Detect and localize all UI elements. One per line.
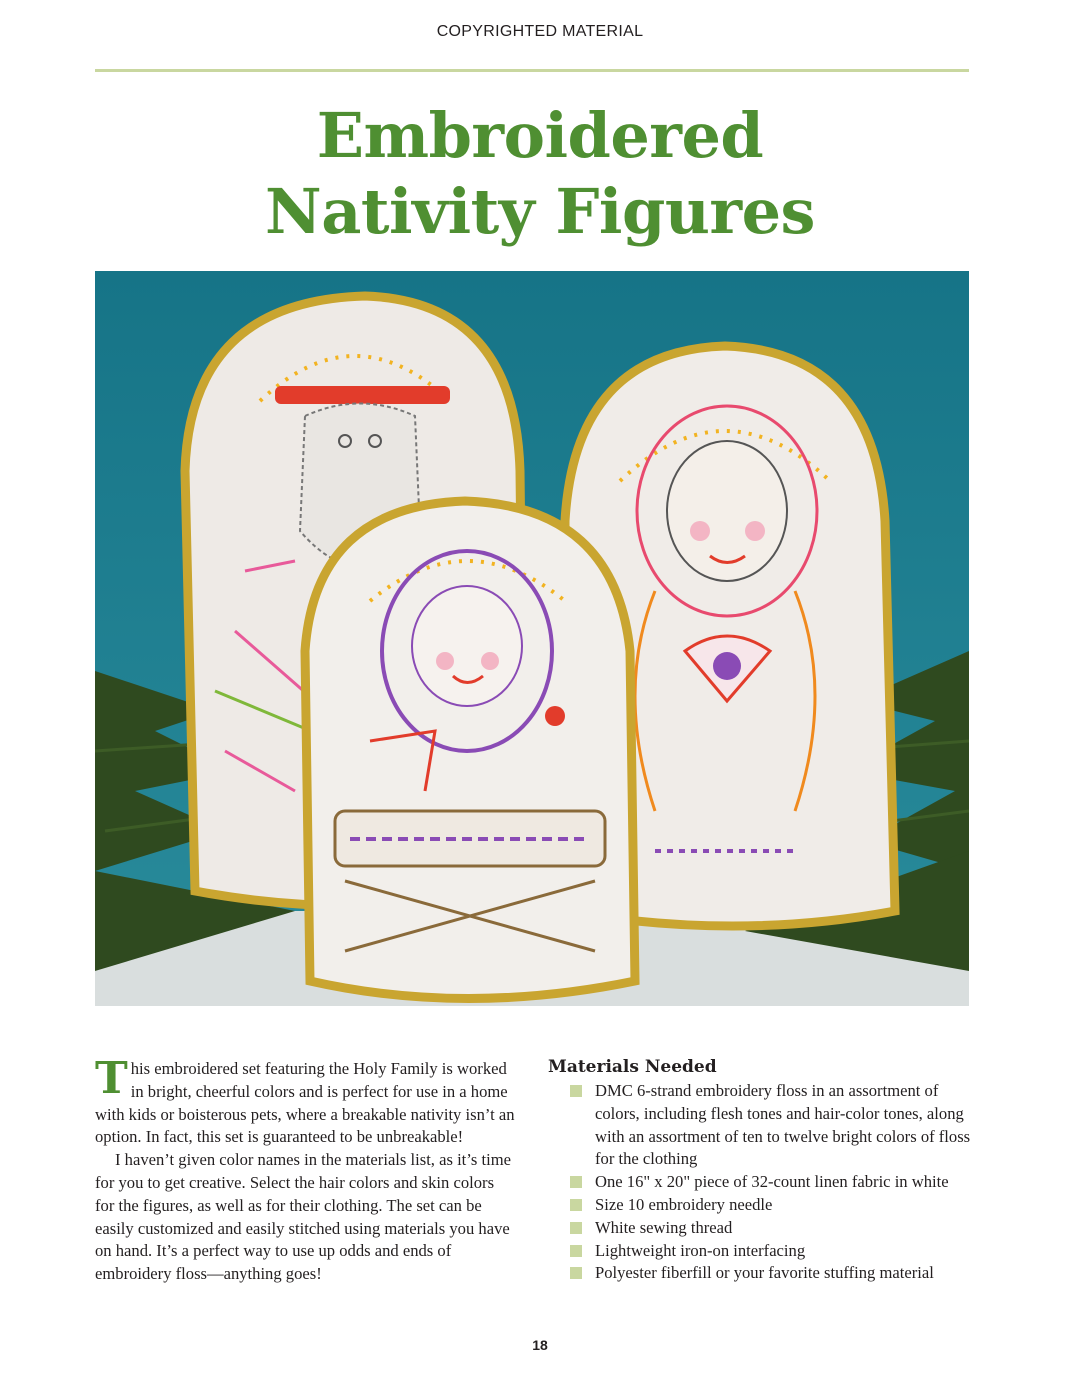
- materials-item-text: Lightweight iron-on interfacing: [595, 1240, 806, 1260]
- materials-item-text: DMC 6-strand embroidery floss in an assortment of colors, including flesh tones and hair-color tones, along with an assortment of ten to twelve bright colors of floss for the clothing: [595, 1081, 971, 1169]
- intro-paragraph-1: [95, 1053, 515, 1149]
- square-bullet-icon: [570, 1245, 582, 1257]
- materials-item-text: One 16" x 20" piece of 32-count linen fabric in white: [595, 1172, 949, 1192]
- drop-cap: T: [95, 1053, 128, 1104]
- intro-paragraph-2: I haven’t given color names in the materials list, as it’s time for you to get creative. Select the hair colors and skin colors for the figures, as well as for their clothing. The set can be easily customized and easily stitched using materials you have on hand. It’s a perfect way to use up odds and ends of embroidery floss—anything goes!: [95, 1150, 512, 1284]
- square-bullet-icon: [570, 1222, 582, 1234]
- page-number: 18: [532, 1337, 548, 1353]
- square-bullet-icon: [570, 1176, 582, 1188]
- materials-item: [548, 1240, 973, 1263]
- intro-paragraph-1-text: his embroidered set featuring the Holy Family is worked in bright, cheerful colors and is perfect for use in a home with kids or boisterous pets, where a breakable nativity isn’t an option. In fact, this set is guaranteed to be unbreakable!: [95, 1059, 515, 1147]
- nativity-figures-photo: [95, 271, 969, 1006]
- materials-item: [548, 1217, 973, 1240]
- materials-list: [548, 1080, 973, 1285]
- materials-item-text: Polyester fiberfill or your favorite stuffing material: [595, 1263, 934, 1283]
- intro-text: [95, 1053, 515, 1286]
- copyright-header: COPYRIGHTED MATERIAL: [436, 23, 644, 40]
- materials-section: [548, 1056, 973, 1285]
- materials-heading: Materials Needed: [548, 1057, 717, 1077]
- square-bullet-icon: [570, 1267, 582, 1279]
- header-rule: [95, 69, 969, 72]
- materials-item-text: White sewing thread: [595, 1217, 733, 1237]
- title-line-1: Embroidered: [316, 99, 764, 172]
- materials-item-text: Size 10 embroidery needle: [595, 1194, 773, 1214]
- title-line-2: Nativity Figures: [265, 175, 815, 248]
- square-bullet-icon: [570, 1085, 582, 1097]
- baby-jesus-figure: [305, 501, 635, 999]
- square-bullet-icon: [570, 1199, 582, 1211]
- page-title: [0, 98, 1080, 250]
- nativity-photo-illustration: [95, 271, 969, 1006]
- materials-item: [548, 1262, 973, 1285]
- materials-item: [548, 1080, 973, 1171]
- materials-item: [548, 1194, 973, 1217]
- materials-item: [548, 1171, 973, 1194]
